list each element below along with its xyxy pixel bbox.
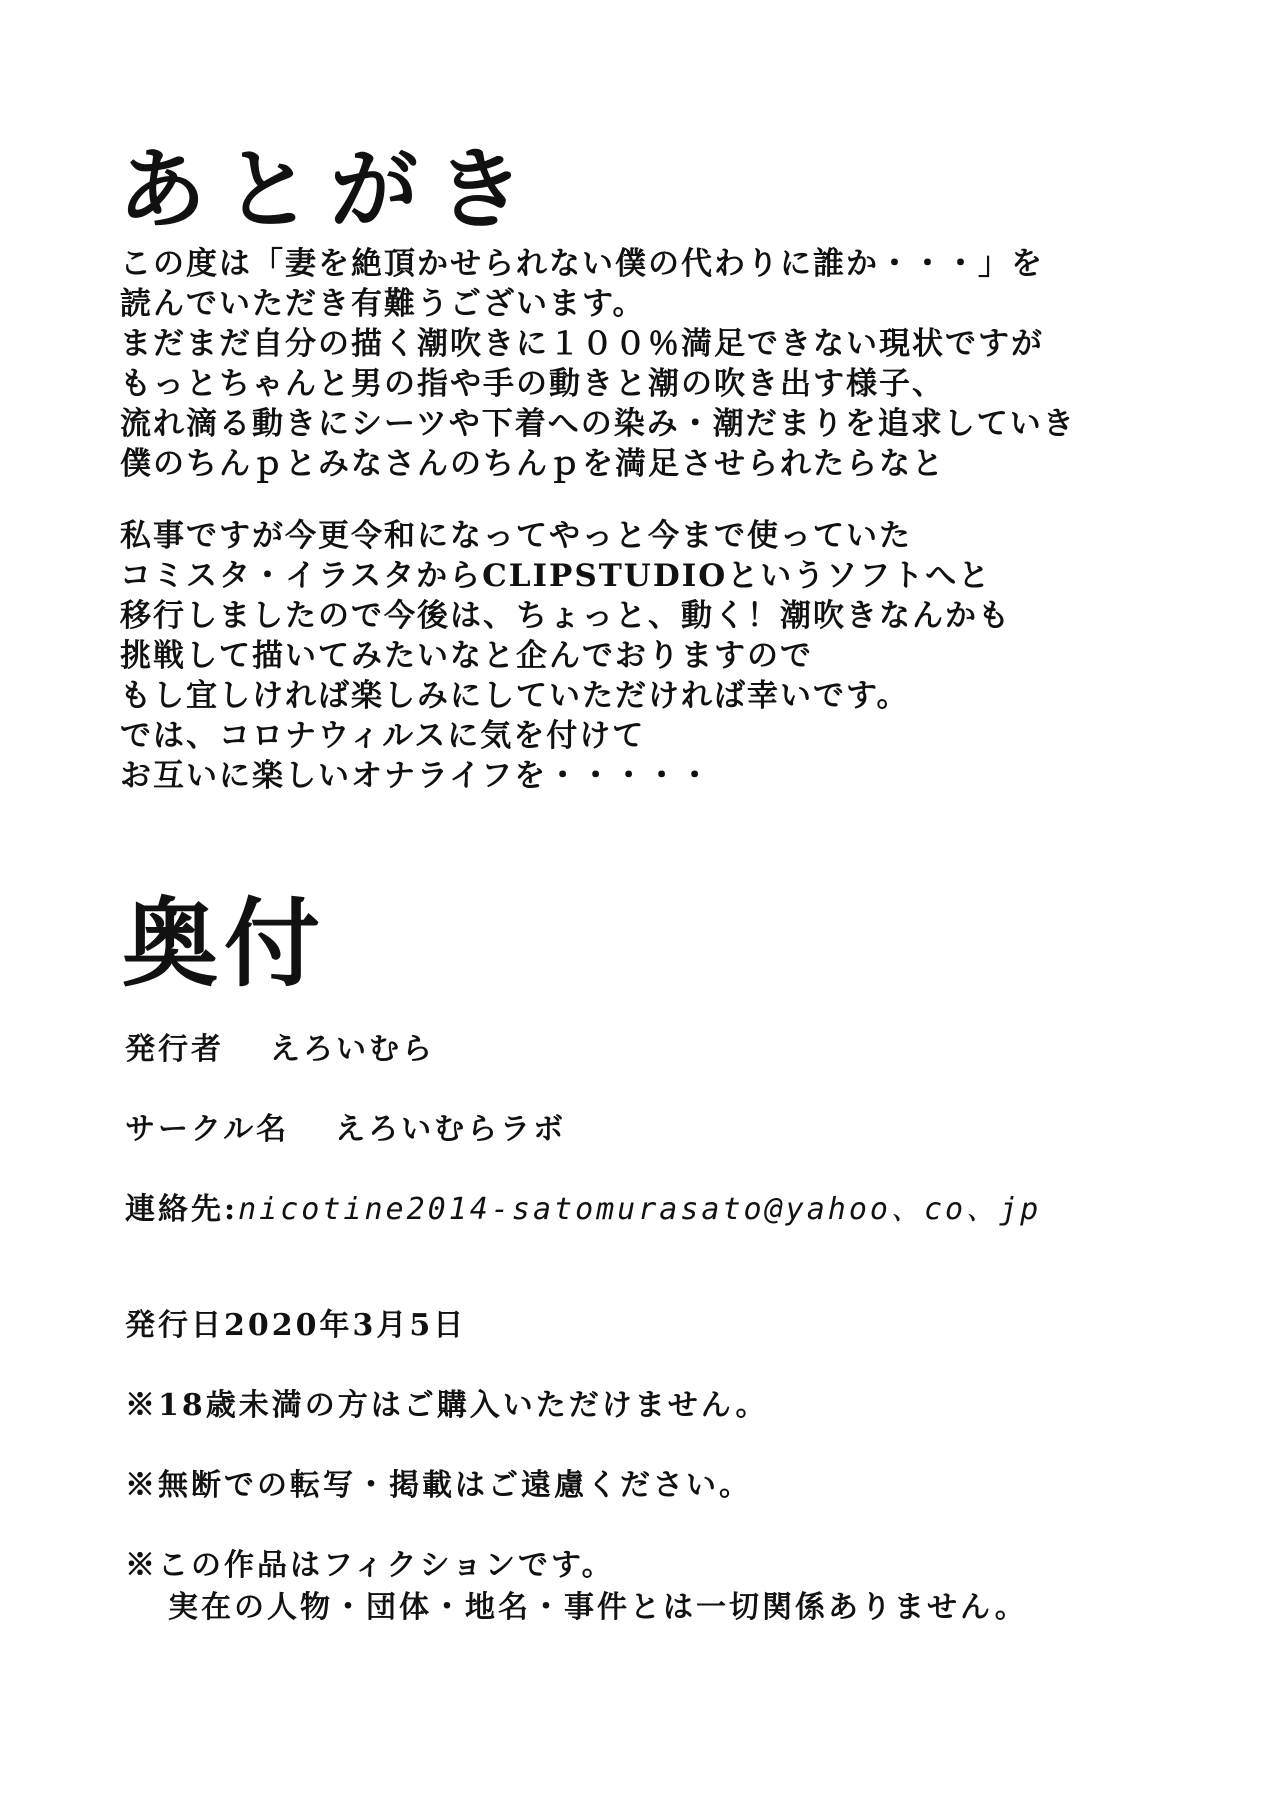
afterword-line: 私事ですが今更令和になってやっと今まで使っていた (120, 518, 912, 554)
age-notice: ※18歳未満の方はご購入いただけません。 (125, 1388, 769, 1423)
afterword-line: この度は「妻を絶頂かせられない僕の代わりに誰か・・・」を (120, 246, 1044, 282)
publisher-value: えろいむら (270, 1032, 435, 1067)
circle-value: えろいむらラボ (335, 1112, 567, 1147)
afterword-line: 僕のちんｐとみなさんのちんｐを満足させられたらなと (120, 446, 945, 482)
afterword-line: 読んでいただき有難うございます。 (120, 286, 646, 322)
contact-email: nicotine2014-satomurasato@yahoo、co、jp (238, 1192, 1042, 1227)
afterword-line: まだまだ自分の描く潮吹きに１００％満足できない現状ですが (120, 326, 1044, 362)
circle-row (125, 1104, 566, 1148)
afterword-line: もし宜しければ楽しみにしていただければ幸いです。 (120, 678, 910, 714)
contact-row (125, 1184, 1041, 1228)
copy-notice: ※無断での転写・掲載はご遠慮ください。 (125, 1468, 752, 1503)
contact-label: 連絡先: (125, 1192, 239, 1227)
afterword-line: もっとちゃんと男の指や手の動きと潮の吹き出す様子、 (120, 366, 945, 402)
fiction-notice: ※この作品はフィクションです。 (125, 1548, 615, 1583)
colophon-title: 奥付 (122, 887, 326, 1000)
circle-label: サークル名 (125, 1112, 290, 1147)
afterword-line: お互いに楽しいオナライフを・・・・・ (120, 758, 713, 794)
afterword-line: 挑戦して描いてみたいなと企んでおりますので (120, 638, 813, 674)
issue-date: 発行日2020年3月5日 (125, 1308, 467, 1343)
fiction-disclaimer: 実在の人物・団体・地名・事件とは一切関係ありません。 (168, 1590, 1028, 1625)
publisher-label: 発行者 (125, 1032, 224, 1067)
afterword-line: 移行しましたので今後は、ちょっと、動く！潮吹きなんかも (120, 598, 1011, 634)
afterword-title: あとがき (118, 137, 543, 241)
publisher-row (125, 1024, 435, 1068)
afterword-paragraph-1 (120, 244, 1240, 484)
afterword-line: 流れ滴る動きにシーツや下着への染み・潮だまりを追求していき (120, 406, 1076, 442)
afterword-line: コミスタ・イラスタからCLIPSTUDIOというソフトへと (120, 558, 992, 594)
afterword-line: では、コロナウィルスに気を付けて (120, 718, 646, 754)
afterword-paragraph-2 (120, 516, 1240, 796)
